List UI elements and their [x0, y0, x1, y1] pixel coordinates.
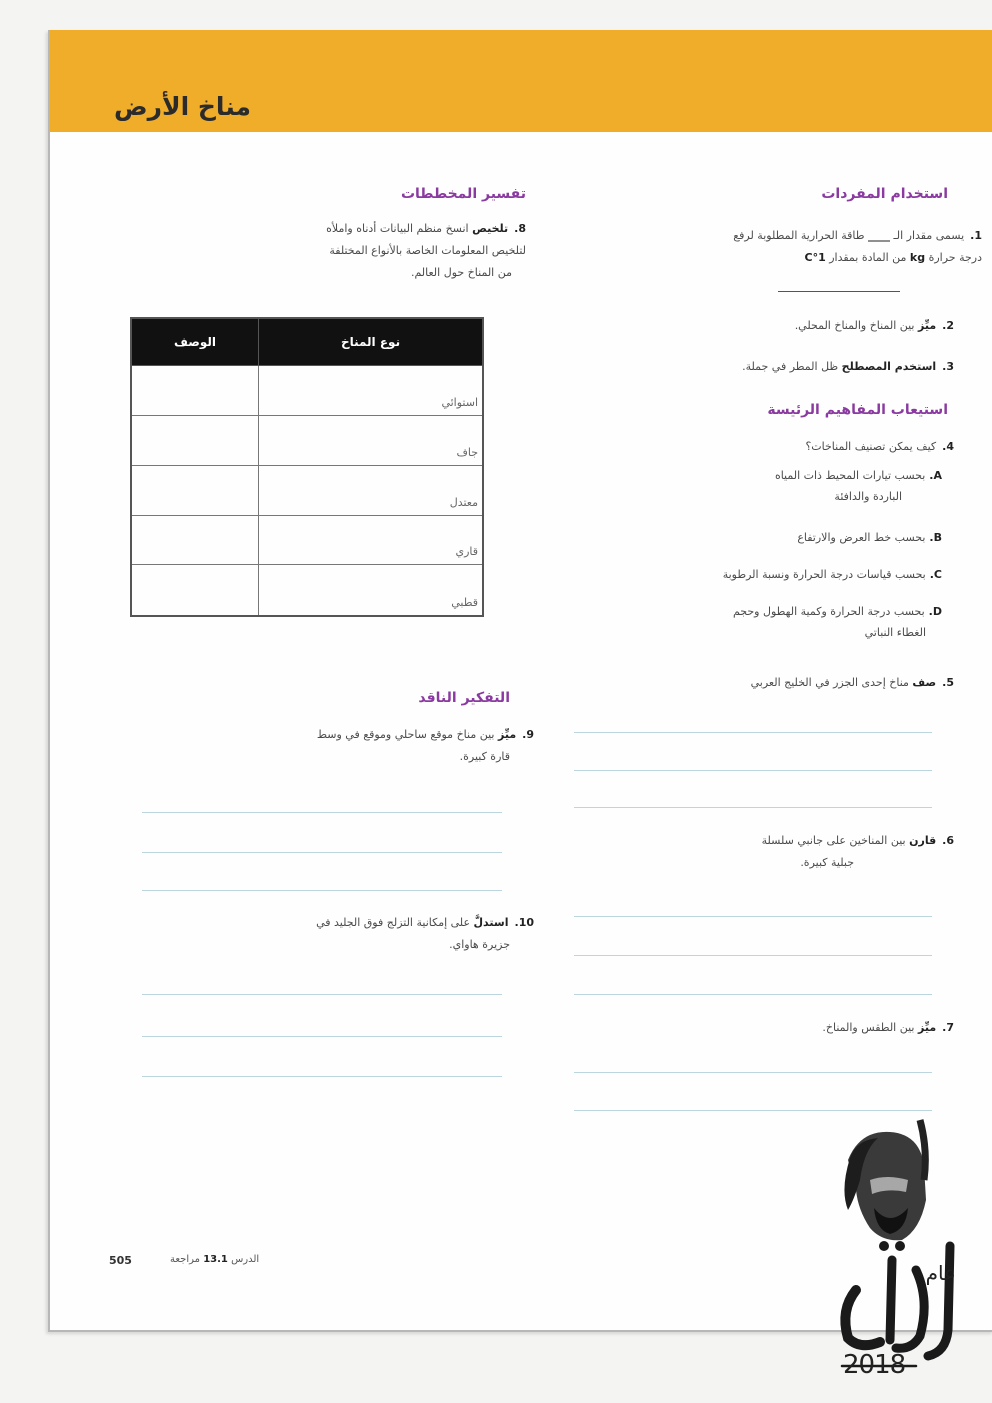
page-number: 505	[109, 1254, 132, 1267]
question-3: 3.استخدم المصطلح ظل المطر في جملة.	[742, 360, 954, 373]
section-vocab-heading: استخدام المفردات	[821, 186, 948, 202]
question-8: 8.تلخيص انسخ منظم البيانات أدناه واملأه لتلخيص المعلومات الخاصة بالأنواع المختلفة من المناخ حول العالم.	[326, 222, 526, 279]
table-cell-desc[interactable]	[131, 415, 259, 465]
answer-line-q5-1[interactable]	[574, 732, 932, 733]
logo-year-word: عام	[925, 1261, 956, 1285]
question-6: 6.قارن بين المناخين على جانبي سلسلة جبلية كبيرة.	[761, 834, 954, 869]
table-row	[131, 565, 483, 616]
table-cell-desc[interactable]	[131, 565, 259, 616]
question-9: 9.ميِّز بين مناخ موقع ساحلي وموقع في وسط قارة كبيرة.	[316, 728, 534, 763]
question-5: 5.صف مناخ إحدى الجزر في الخليج العربي	[750, 676, 954, 689]
table-cell-desc[interactable]	[131, 366, 259, 416]
table-cell-type: معتدل	[259, 465, 483, 515]
answer-line-q6-2[interactable]	[574, 955, 932, 956]
question-2: 2.ميِّز بين المناخ والمناخ المحلي.	[794, 319, 954, 332]
question-10: 10.استدلَّ على إمكانية التزلج فوق الجليد في جزيرة هاواي.	[316, 916, 534, 951]
table-row	[131, 515, 483, 565]
question-7: 7.ميِّز بين الطقس والمناخ.	[822, 1021, 954, 1034]
table-header-row	[131, 318, 483, 366]
answer-line-q7-1[interactable]	[574, 1072, 932, 1073]
answer-line-q10-3[interactable]	[142, 1076, 502, 1077]
answer-line-q6-3[interactable]	[574, 994, 932, 995]
table-cell-desc[interactable]	[131, 515, 259, 565]
logo-year: 2018	[843, 1350, 906, 1380]
answer-line-q9-2[interactable]	[142, 852, 502, 853]
table-cell-type: استوائي	[259, 366, 483, 416]
table-cell-type: جاف	[259, 415, 483, 465]
option-d[interactable]: D.بحسب درجة الحرارة وكمية الهطول وحجم الغطاء النباتي	[732, 605, 942, 639]
option-c[interactable]: C.بحسب قياسات درجة الحرارة ونسبة الرطوبة	[722, 568, 942, 581]
answer-blank-q1[interactable]	[778, 291, 900, 292]
option-b[interactable]: B.بحسب خط العرض والارتفاع	[797, 531, 942, 544]
portrait-silhouette-icon	[844, 1120, 926, 1240]
table-header-desc: الوصف	[131, 318, 259, 366]
section-critical-heading: التفكير الناقد	[418, 690, 510, 706]
answer-line-q5-2[interactable]	[574, 770, 932, 771]
table-row	[131, 366, 483, 416]
question-4: 4.كيف يمكن تصنيف المناخات؟	[805, 440, 954, 453]
table-header-type: نوع المناخ	[259, 318, 483, 366]
option-a[interactable]: A.بحسب تيارات المحيط ذات المياه الباردة والدافئة	[774, 469, 942, 503]
question-1: 1.يسمى مقدار الـ ____ طاقة الحرارية المطلوبة لرفع درجة حرارة kg من المادة بمقدار 1°C	[733, 229, 982, 264]
climate-types-table	[130, 317, 484, 617]
table-cell-type: قطبي	[259, 565, 483, 616]
answer-line-q9-1[interactable]	[142, 812, 502, 813]
answer-line-q6-1[interactable]	[574, 916, 932, 917]
lesson-label: الدرس 13.1 مراجعة	[170, 1254, 260, 1265]
table-row	[131, 415, 483, 465]
table-cell-type: قاري	[259, 515, 483, 565]
chapter-title: مناخ الأرض	[114, 92, 251, 121]
answer-line-q5-3[interactable]	[574, 807, 932, 808]
logo-name-text: زايد	[966, 1306, 968, 1307]
section-graphics-heading: تفسير المخططات	[400, 186, 526, 202]
table-cell-desc[interactable]	[131, 465, 259, 515]
calligraphy-icon	[842, 1241, 950, 1366]
answer-line-q10-1[interactable]	[142, 994, 502, 995]
answer-line-q9-3[interactable]	[142, 890, 502, 891]
table-row	[131, 465, 483, 515]
answer-line-q10-2[interactable]	[142, 1036, 502, 1037]
section-main-ideas-heading: استيعاب المفاهيم الرئيسة	[767, 402, 948, 418]
